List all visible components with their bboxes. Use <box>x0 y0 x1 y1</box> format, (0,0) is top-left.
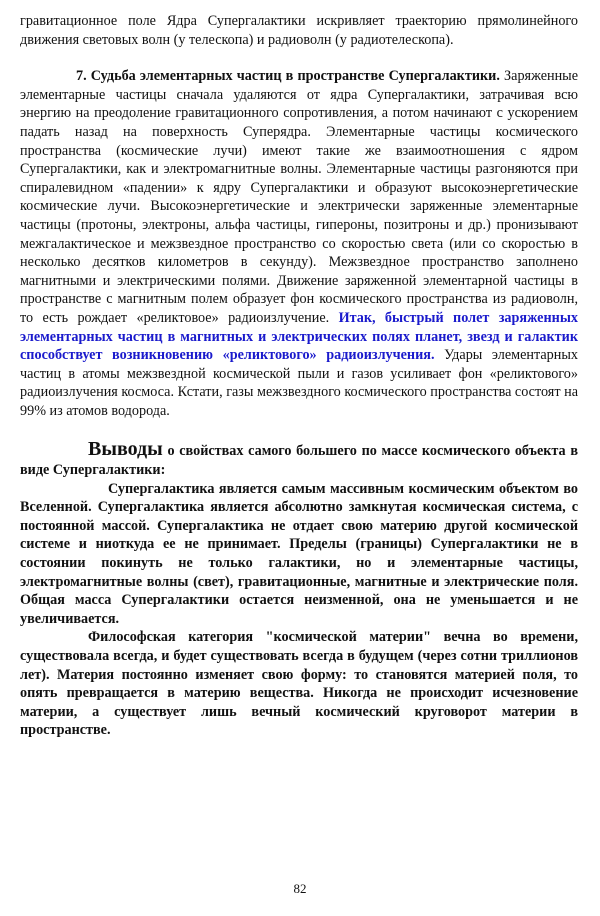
conclusions-paragraph-1: Супергалактика является самым массивным космическим объектом во Вселенной. Супергалактика является абсолютно замкнутая космическая система, с постоянной массой. Супергалактика не отдает свою материю другой космической системе и ниоткуда ее не принимает. Пределы (границы) Супергалактики не в состоянии покинуть не только галактики, но и элементарные частицы, электромагнитные волны (свет), гравитационные, магнитные и электрические поля. Общая масса Супергалактики остается неизменной, она не уменьшается и не увеличивается. <box>20 480 578 627</box>
section-7-highlight: Итак, быстрый полет заряженных элементарных частиц в магнитных и электрических полях планет, звезд и галактик способствует возникновению «реликтового» радиоизлучения. <box>20 309 578 364</box>
section-7-text-after: Удары элементарных частиц в атомы межзвездной космической пыли и газов усиливает фон «реликтового» радиоизлучения космоса. Кстати, газы межзвездного космического пространства состоят на 99% из атомов водорода. <box>20 347 578 419</box>
conclusions-paragraph-2: Философская категория "космической материи" вечна во времени, существовала всегда, и будет существовать всегда в будущем (через сотни триллионов лет). Материя постоянно изменяет свою форму: то становятся материей поля, то опять превращается в материю вещества. Никогда не происходит исчезновение материи, а существует лишь вечный космический круговорот материи в пространстве. <box>20 629 578 739</box>
page-number: 82 <box>293 881 307 896</box>
conclusions-heading <box>20 440 578 479</box>
section-7-paragraph <box>20 67 578 420</box>
section-7-heading: 7. Судьба элементарных частиц в пространстве Супергалактики. <box>76 68 500 85</box>
conclusions-heading-rest: о свойствах самого большего по массе космического объекта в виде Супергалактики: <box>20 443 578 479</box>
page-content <box>20 12 578 740</box>
section-7-text-before: Заряженные элементарные частицы сначала удаляются от ядра Супергалактики, затрачивая всю энергию на преодоление гравитационного сопротивления, а потом начинают с ускорением падать назад на поверхность Суперядра. Элементарные частицы космического пространства (космические лучи) имеют такие же взаимоотношения с ядром Супергалактики, как и электромагнитные волны. Элементарные частицы разгоняются при спиралевидном «падении» к ядру Супергалактики и образуют высокоэнергетические космические лучи. Высокоэнергетические и электрически заряженные элементарные частицы (протоны, электроны, альфа частицы, гипероны, позитроны и др.) пронизывают межгалактическое и межзвездное пространство со скоростью света (или со скоростью в несколько десятков километров в секунду). Межзвездное пространство заполнено магнитными и электрическими полями. Движение заряженной элементарной частицы в пространстве с магнитным полем образует фон космического пространства из радиоволн, то есть рождает «реликтовое» радиоизлучение. <box>20 68 579 326</box>
conclusions-heading-big: Выводы <box>88 438 163 461</box>
top-paragraph: гравитационное поле Ядра Супергалактики искривляет траекторию прямолинейного движения световых волн (у телескопа) и радиоволн (у радиотелескопа). <box>20 13 578 48</box>
